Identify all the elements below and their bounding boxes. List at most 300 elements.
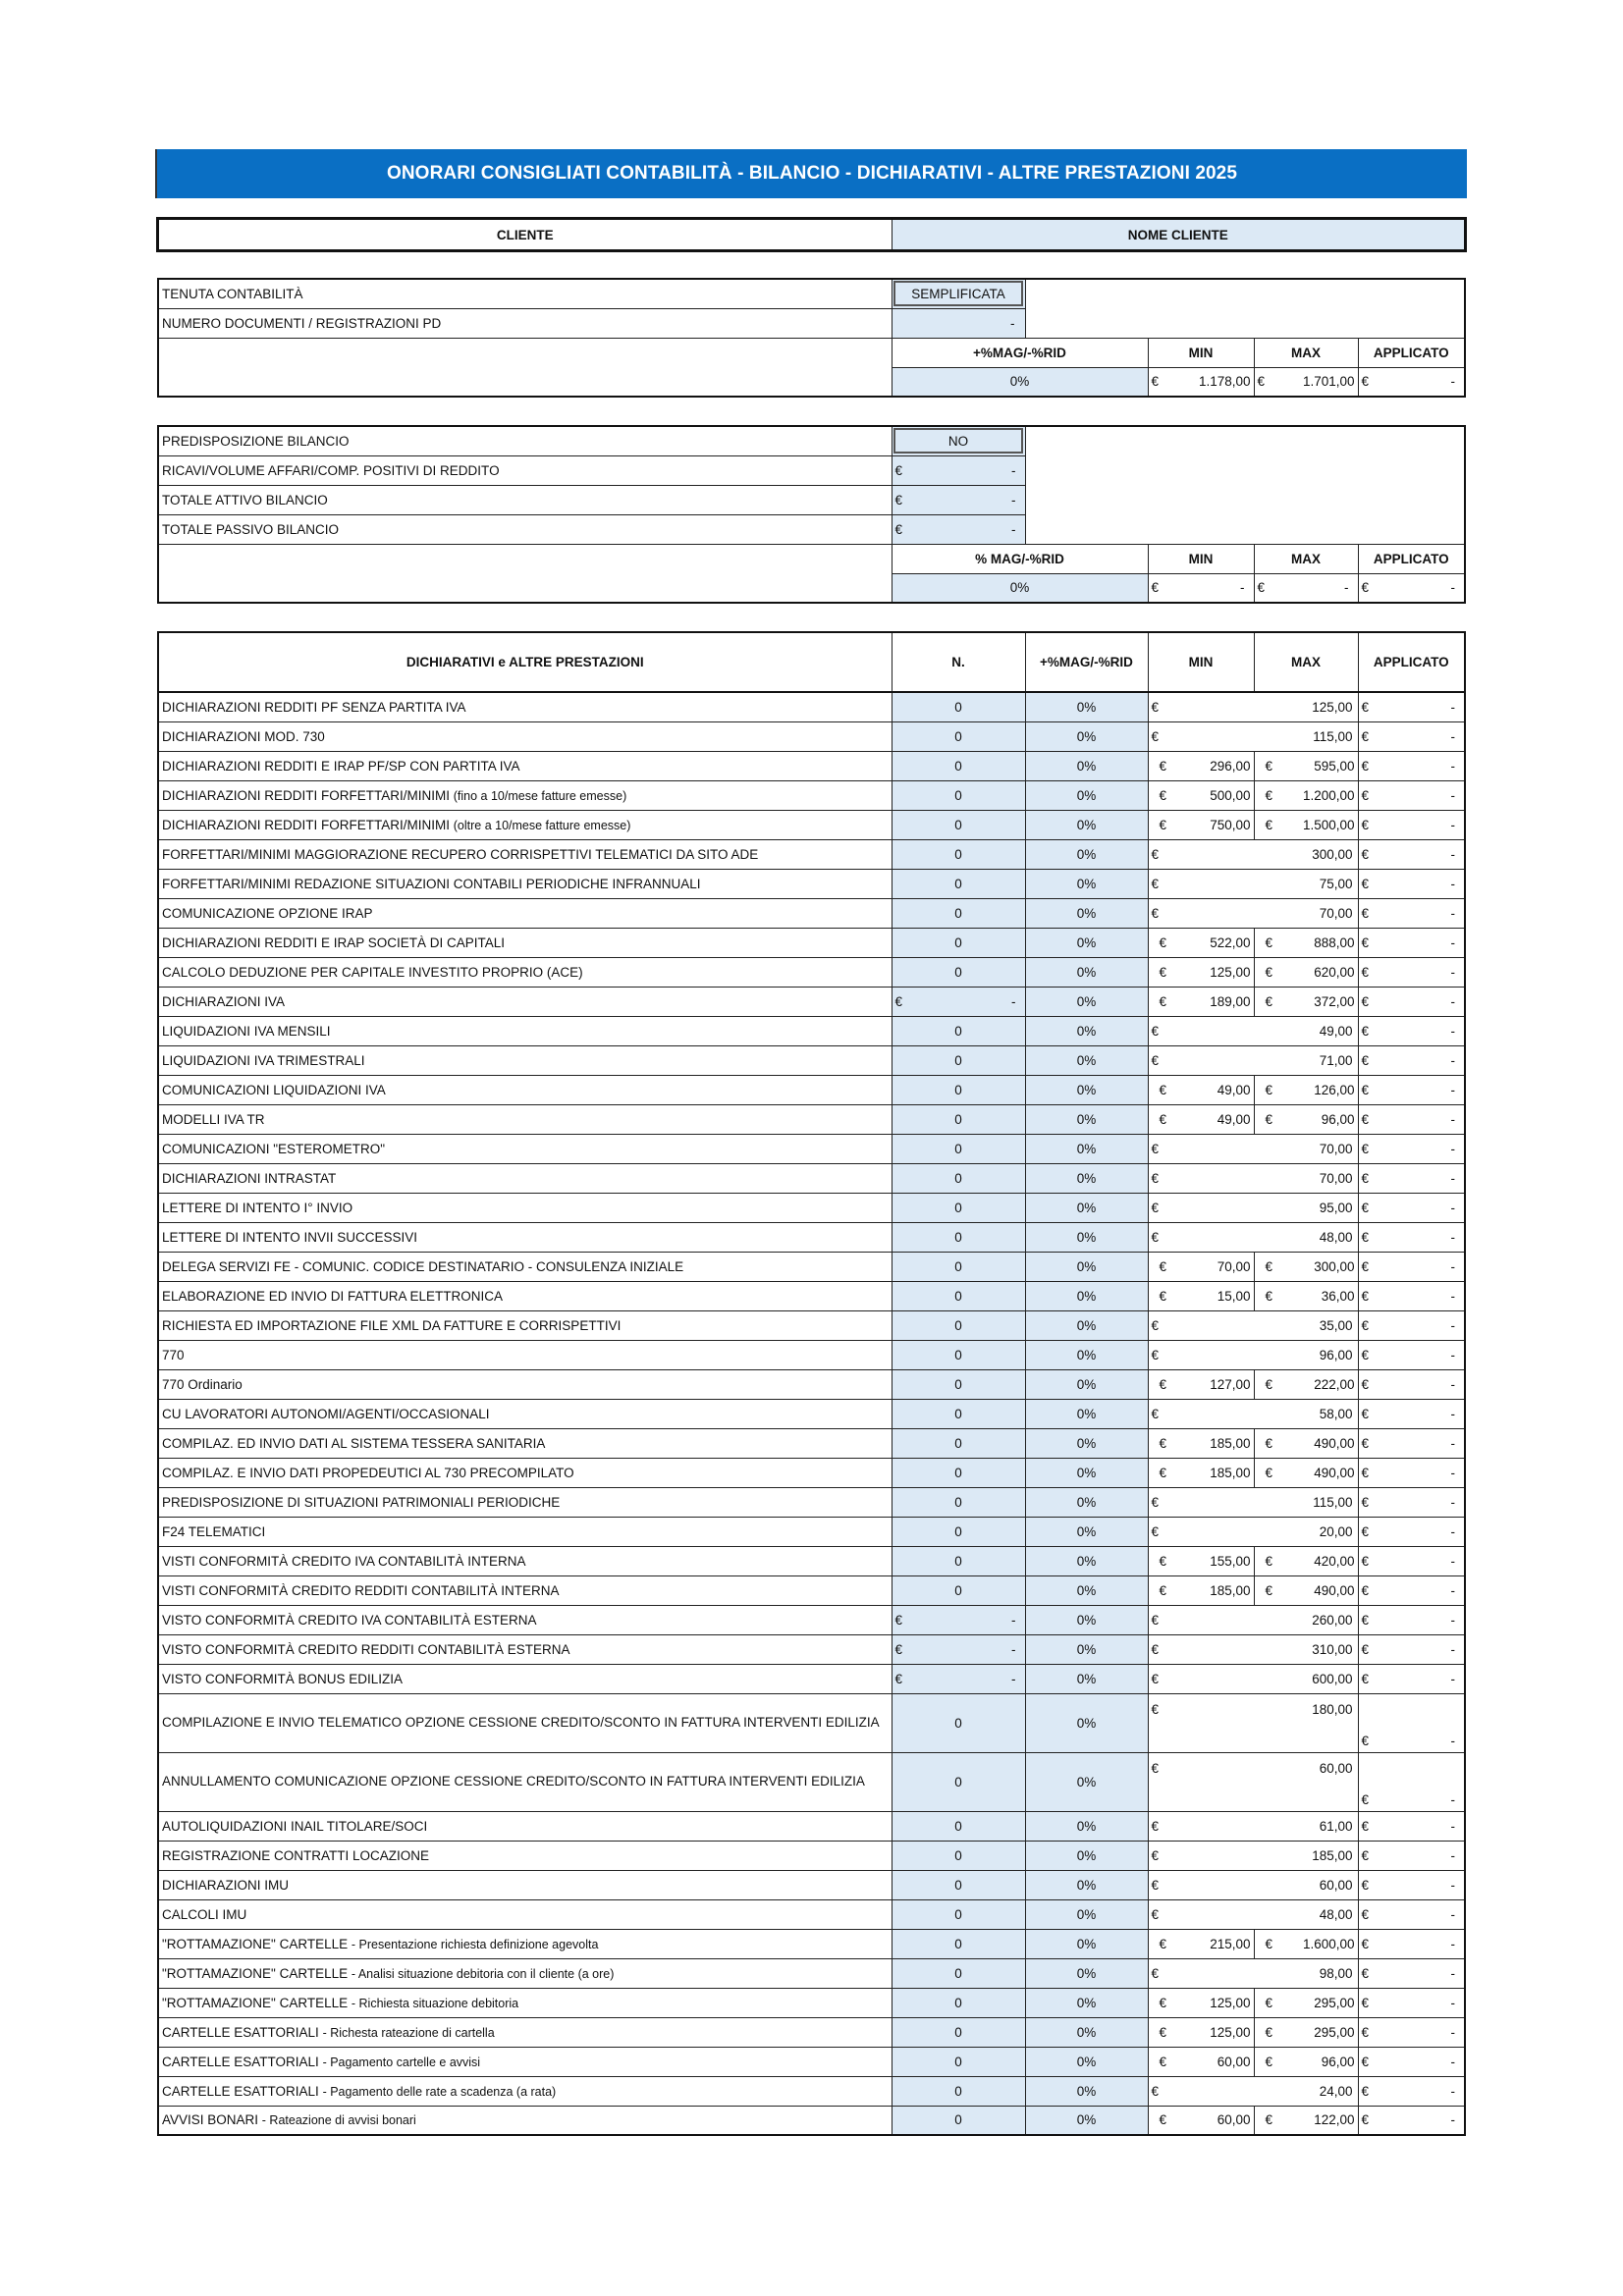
table-row (158, 1016, 1465, 1045)
service-adj-input[interactable]: 0% (1025, 1458, 1148, 1487)
service-name: VISTI CONFORMITÀ CREDITO IVA CONTABILITÀ INTERNA (162, 1553, 526, 1569)
service-quantity-input[interactable]: 0 (892, 1399, 1025, 1428)
service-adj-input[interactable]: 0% (1025, 1929, 1148, 1958)
service-applied: - (1450, 1229, 1455, 1245)
table-row (158, 1988, 1465, 2017)
service-max: 372,00 (1314, 993, 1355, 1009)
balance-adj-header: % MAG/-%RID (892, 544, 1148, 573)
service-fee-cell: € 115,00 (1148, 1487, 1358, 1517)
service-applied-cell: € - (1358, 1958, 1465, 1988)
service-adj-input[interactable]: 0% (1025, 1634, 1148, 1664)
service-adj-input[interactable]: 0% (1025, 1841, 1148, 1870)
accounting-applied-value: € - (1358, 367, 1465, 397)
accounting-max-header: MAX (1254, 338, 1358, 367)
service-max: 126,00 (1314, 1082, 1355, 1097)
service-fee: 35,00 (1319, 1317, 1353, 1333)
service-adj-input[interactable]: 0% (1025, 1958, 1148, 1988)
service-fee-cell: € 95,00 (1148, 1193, 1358, 1222)
service-applied: - (1450, 1906, 1455, 1922)
table-row (158, 1281, 1465, 1310)
service-quantity-input[interactable]: 0 (892, 751, 1025, 780)
service-name-cell (158, 1163, 892, 1193)
service-adj-input[interactable]: 0% (1025, 692, 1148, 721)
service-quantity-input[interactable]: 0 (892, 1693, 1025, 1752)
table-row (158, 1811, 1465, 1841)
accounting-type-select[interactable]: SEMPLIFICATA (892, 279, 1025, 308)
service-name: DICHIARAZIONI MOD. 730 (162, 728, 325, 744)
service-name-cell (158, 1045, 892, 1075)
service-adj-input[interactable]: 0% (1025, 780, 1148, 810)
service-quantity-input[interactable]: 0 (892, 1310, 1025, 1340)
service-applied-cell: € - (1358, 1340, 1465, 1369)
service-min: 155,00 (1210, 1553, 1251, 1569)
service-adj-input[interactable]: 0% (1025, 1340, 1148, 1369)
service-min: 15,00 (1217, 1288, 1251, 1304)
service-adj-input[interactable]: 0% (1025, 957, 1148, 987)
service-name: COMUNICAZIONE OPZIONE IRAP (162, 905, 373, 921)
service-max: 490,00 (1314, 1465, 1355, 1480)
service-fee: 185,00 (1312, 1847, 1353, 1863)
service-quantity-input[interactable]: 0 (892, 810, 1025, 839)
service-name: ANNULLAMENTO COMUNICAZIONE OPZIONE CESSIONE CREDITO/SCONTO IN FATTURA INTERVENTI EDILIZIA (162, 1774, 865, 1789)
service-fee: 20,00 (1319, 1523, 1353, 1539)
service-quantity-input[interactable]: 0 (892, 2076, 1025, 2106)
service-min: 125,00 (1210, 2024, 1251, 2040)
service-applied-cell: € - (1358, 1929, 1465, 1958)
service-quantity-input[interactable]: 0 (892, 1134, 1025, 1163)
table-row (158, 2017, 1465, 2047)
service-min-cell: € 125,00 (1148, 2017, 1254, 2047)
service-quantity-input[interactable]: 0 (892, 1458, 1025, 1487)
balance-max-header: MAX (1254, 544, 1358, 573)
service-adj-input[interactable]: 0% (1025, 2047, 1148, 2076)
service-fee: 70,00 (1319, 1141, 1353, 1156)
service-adj-input[interactable]: 0% (1025, 1399, 1148, 1428)
service-name: MODELLI IVA TR (162, 1111, 265, 1127)
service-applied-cell: € - (1358, 1369, 1465, 1399)
service-name: CARTELLE ESATTORIALI (162, 2024, 319, 2040)
service-max-cell: € 420,00 (1254, 1546, 1358, 1575)
service-applied-cell: € - (1358, 1134, 1465, 1163)
service-min: 70,00 (1217, 1258, 1251, 1274)
service-applied-cell: € - (1358, 1841, 1465, 1870)
service-quantity-input[interactable]: 0 (892, 1575, 1025, 1605)
service-adj-input[interactable]: 0% (1025, 2017, 1148, 2047)
table-row (158, 1575, 1465, 1605)
table-row (158, 810, 1465, 839)
service-adj-input[interactable]: 0% (1025, 810, 1148, 839)
service-adj-input[interactable]: 0% (1025, 1664, 1148, 1693)
service-quantity-input[interactable]: 0 (892, 869, 1025, 898)
service-quantity-input[interactable]: 0 (892, 692, 1025, 721)
service-adj-input[interactable]: 0% (1025, 1016, 1148, 1045)
balance-prep-label: PREDISPOSIZIONE BILANCIO (158, 426, 892, 455)
service-applied: - (1450, 787, 1455, 803)
service-quantity-input[interactable]: 0 (892, 1841, 1025, 1870)
balance-adj-input[interactable]: 0% (892, 573, 1148, 603)
service-applied-cell: € - (1358, 1664, 1465, 1693)
service-applied-cell: € - (1358, 1075, 1465, 1104)
service-adj-input[interactable]: 0% (1025, 1193, 1148, 1222)
service-fee: 24,00 (1319, 2083, 1353, 2099)
service-quantity-input[interactable]: 0 (892, 1193, 1025, 1222)
service-max-cell: € 1.200,00 (1254, 780, 1358, 810)
service-name: COMPILAZIONE E INVIO TELEMATICO OPZIONE CESSIONE CREDITO/SCONTO IN FATTURA INTERVENTI EDILIZIA (162, 1715, 880, 1730)
service-min-cell: € 60,00 (1148, 2106, 1254, 2135)
service-adj-input[interactable]: 0% (1025, 1988, 1148, 2017)
service-quantity-input[interactable]: 0 (892, 1517, 1025, 1546)
service-fee-cell: € 98,00 (1148, 1958, 1358, 1988)
service-applied: - (1450, 817, 1455, 832)
service-applied-cell: € - (1358, 1546, 1465, 1575)
service-fee: 115,00 (1313, 1494, 1353, 1510)
service-name-cell (158, 1458, 892, 1487)
service-quantity-input[interactable]: 0 (892, 1811, 1025, 1841)
service-applied: - (1450, 1733, 1455, 1748)
service-applied: - (1450, 1111, 1455, 1127)
service-min-cell: € 49,00 (1148, 1104, 1254, 1134)
service-quantity-input[interactable]: 0 (892, 1281, 1025, 1310)
service-applied-cell: € - (1358, 751, 1465, 780)
service-quantity-input[interactable]: 0 (892, 957, 1025, 987)
service-fee: 48,00 (1319, 1906, 1353, 1922)
service-quantity-input[interactable]: 0 (892, 2017, 1025, 2047)
service-fee-cell: € 300,00 (1148, 839, 1358, 869)
revenue-input[interactable]: € - (892, 455, 1025, 485)
service-quantity-input[interactable]: 0 (892, 1045, 1025, 1075)
accounting-type-label: TENUTA CONTABILITÀ (158, 279, 892, 308)
service-fee: 98,00 (1319, 1965, 1353, 1981)
service-max-cell: € 490,00 (1254, 1575, 1358, 1605)
service-applied: - (1450, 846, 1455, 862)
table-row (158, 987, 1465, 1016)
service-adj-input[interactable]: 0% (1025, 1281, 1148, 1310)
service-adj-input[interactable]: 0% (1025, 1546, 1148, 1575)
service-name-cell (158, 1546, 892, 1575)
service-applied: - (1450, 2112, 1455, 2128)
service-name-cell (158, 1193, 892, 1222)
accounting-table (157, 278, 1466, 398)
service-max-cell: € 295,00 (1254, 2017, 1358, 2047)
service-name: "ROTTAMAZIONE" CARTELLE (162, 1995, 349, 2010)
service-applied: - (1450, 758, 1455, 774)
service-max: 420,00 (1314, 1553, 1355, 1569)
service-fee: 71,00 (1319, 1052, 1353, 1068)
service-min: 215,00 (1210, 1936, 1251, 1951)
service-fee-cell: € 49,00 (1148, 1016, 1358, 1045)
service-adj-input[interactable]: 0% (1025, 1517, 1148, 1546)
service-quantity-input[interactable]: 0 (892, 928, 1025, 957)
service-quantity-input[interactable]: 0 (892, 839, 1025, 869)
table-row (158, 1517, 1465, 1546)
client-table (157, 218, 1466, 251)
service-name-cell (158, 780, 892, 810)
service-quantity-input[interactable]: 0 (892, 2106, 1025, 2135)
service-min: 185,00 (1210, 1465, 1251, 1480)
service-name: DELEGA SERVIZI FE - COMUNIC. CODICE DESTINATARIO - CONSULENZA INIZIALE (162, 1258, 684, 1274)
service-applied: - (1450, 1170, 1455, 1186)
service-applied: - (1450, 1791, 1455, 1807)
documents-count-label: NUMERO DOCUMENTI / REGISTRAZIONI PD (158, 308, 892, 338)
service-name-cell (158, 1517, 892, 1546)
documents-count-input[interactable]: - (892, 308, 1025, 338)
service-adj-input[interactable]: 0% (1025, 1428, 1148, 1458)
balance-applied-header: APPLICATO (1358, 544, 1465, 573)
services-table (157, 631, 1466, 2136)
service-adj-input[interactable]: 0% (1025, 839, 1148, 869)
table-row (158, 2076, 1465, 2106)
service-note: - Pagamento delle rate a scadenza (a rata) (322, 2084, 557, 2099)
service-adj-input[interactable]: 0% (1025, 2106, 1148, 2135)
service-min: 185,00 (1210, 1435, 1251, 1451)
service-name-cell (158, 1988, 892, 2017)
service-min-cell: € 185,00 (1148, 1458, 1254, 1487)
service-quantity-input[interactable]: 0 (892, 1752, 1025, 1811)
service-applied-cell: € - (1358, 721, 1465, 751)
service-quantity-input[interactable]: 0 (892, 780, 1025, 810)
service-name-cell (158, 1811, 892, 1841)
service-max-cell: € 96,00 (1254, 1104, 1358, 1134)
service-applied: - (1450, 699, 1455, 715)
service-adj-input[interactable]: 0% (1025, 1134, 1148, 1163)
service-max: 96,00 (1321, 2054, 1355, 2069)
service-name: FORFETTARI/MINIMI MAGGIORAZIONE RECUPERO CORRISPETTIVI TELEMATICI DA SITO ADE (162, 846, 759, 862)
service-applied: - (1450, 1553, 1455, 1569)
service-quantity-input[interactable]: 0 (892, 2047, 1025, 2076)
service-applied: - (1450, 1877, 1455, 1893)
service-fee-cell: € 125,00 (1148, 692, 1358, 721)
balance-prep-select[interactable]: NO (892, 426, 1025, 455)
service-name-cell (158, 1340, 892, 1369)
service-applied-cell: € - (1358, 1487, 1465, 1517)
service-adj-input[interactable]: 0% (1025, 987, 1148, 1016)
table-row (158, 1134, 1465, 1163)
balance-max-value: € - (1254, 573, 1358, 603)
service-applied-cell: € - (1358, 1281, 1465, 1310)
service-quantity-input[interactable]: 0 (892, 1958, 1025, 1988)
service-applied: - (1450, 1141, 1455, 1156)
service-adj-input[interactable]: 0% (1025, 1045, 1148, 1075)
service-name-cell (158, 898, 892, 928)
service-quantity-input[interactable]: 0 (892, 898, 1025, 928)
service-max: 222,00 (1314, 1376, 1355, 1392)
table-row (158, 1075, 1465, 1104)
balance-min-header: MIN (1148, 544, 1254, 573)
service-adj-input[interactable]: 0% (1025, 2076, 1148, 2106)
service-name: VISTI CONFORMITÀ CREDITO REDDITI CONTABILITÀ INTERNA (162, 1582, 560, 1598)
service-adj-input[interactable]: 0% (1025, 721, 1148, 751)
service-adj-input[interactable]: 0% (1025, 898, 1148, 928)
service-min-cell: € 155,00 (1148, 1546, 1254, 1575)
service-quantity-input[interactable]: 0 (892, 1929, 1025, 1958)
service-adj-input[interactable]: 0% (1025, 1605, 1148, 1634)
service-quantity-input[interactable]: 0 (892, 1252, 1025, 1281)
service-quantity-input[interactable]: 0 (892, 1075, 1025, 1104)
table-row (158, 1369, 1465, 1399)
service-quantity-input[interactable]: 0 (892, 1016, 1025, 1045)
service-applied-cell: € - (1358, 1517, 1465, 1546)
service-name-cell (158, 751, 892, 780)
service-max: 490,00 (1314, 1435, 1355, 1451)
table-row (158, 780, 1465, 810)
service-max: 300,00 (1314, 1258, 1355, 1274)
service-name: LETTERE DI INTENTO I° INVIO (162, 1200, 353, 1215)
accounting-applied-header: APPLICATO (1358, 338, 1465, 367)
service-adj-input[interactable]: 0% (1025, 1899, 1148, 1929)
service-quantity-input[interactable]: 0 (892, 1340, 1025, 1369)
service-adj-input[interactable]: 0% (1025, 1811, 1148, 1841)
service-name: FORFETTARI/MINIMI REDAZIONE SITUAZIONI CONTABILI PERIODICHE INFRANNUALI (162, 876, 701, 891)
service-min: 125,00 (1210, 964, 1251, 980)
service-name-cell (158, 1252, 892, 1281)
balance-table (157, 425, 1466, 604)
service-name: LIQUIDAZIONI IVA TRIMESTRALI (162, 1052, 365, 1068)
service-max-cell: € 122,00 (1254, 2106, 1358, 2135)
service-min: 750,00 (1210, 817, 1251, 832)
service-name-cell (158, 928, 892, 957)
service-name: COMPILAZ. ED INVIO DATI AL SISTEMA TESSERA SANITARIA (162, 1435, 546, 1451)
service-max-cell: € 36,00 (1254, 1281, 1358, 1310)
service-name: COMUNICAZIONI "ESTEROMETRO" (162, 1141, 386, 1156)
service-name: AUTOLIQUIDAZIONI INAIL TITOLARE/SOCI (162, 1818, 428, 1834)
service-quantity-input[interactable]: 0 (892, 1104, 1025, 1134)
service-adj-input[interactable]: 0% (1025, 1752, 1148, 1811)
table-row (158, 1546, 1465, 1575)
service-name: RICHIESTA ED IMPORTAZIONE FILE XML DA FATTURE E CORRISPETTIVI (162, 1317, 622, 1333)
service-applied-cell: € - (1358, 2106, 1465, 2135)
service-quantity-input[interactable]: 0 (892, 1369, 1025, 1399)
service-adj-input[interactable]: 0% (1025, 1252, 1148, 1281)
service-fee-cell: € 71,00 (1148, 1045, 1358, 1075)
service-max: 122,00 (1314, 2112, 1355, 2128)
service-applied-cell: € - (1358, 1752, 1465, 1811)
service-name-cell (158, 1222, 892, 1252)
services-name-header: DICHIARATIVI e ALTRE PRESTAZIONI (158, 632, 892, 692)
service-name-cell (158, 2017, 892, 2047)
service-quantity-input[interactable]: 0 (892, 1222, 1025, 1252)
service-max-cell: € 1.500,00 (1254, 810, 1358, 839)
service-fee-cell: € 20,00 (1148, 1517, 1358, 1546)
service-quantity-input[interactable]: € - (892, 1634, 1025, 1664)
service-min-cell: € 189,00 (1148, 987, 1254, 1016)
service-adj-input[interactable]: 0% (1025, 1075, 1148, 1104)
client-name-field[interactable]: NOME CLIENTE (892, 219, 1465, 250)
service-quantity-input[interactable]: € - (892, 1605, 1025, 1634)
service-min: 522,00 (1210, 934, 1251, 950)
table-row (158, 1222, 1465, 1252)
service-adj-input[interactable]: 0% (1025, 1310, 1148, 1340)
service-fee: 260,00 (1312, 1612, 1353, 1628)
service-applied-cell: € - (1358, 1104, 1465, 1134)
service-applied: - (1450, 1317, 1455, 1333)
service-note: (fino a 10/mese fatture emesse) (453, 788, 627, 803)
service-quantity-input[interactable]: 0 (892, 1428, 1025, 1458)
service-min-cell: € 215,00 (1148, 1929, 1254, 1958)
service-max-cell: € 595,00 (1254, 751, 1358, 780)
table-row (158, 1929, 1465, 1958)
service-adj-input[interactable]: 0% (1025, 1222, 1148, 1252)
services-adj-header: +%MAG/-%RID (1025, 632, 1148, 692)
service-name-cell (158, 1605, 892, 1634)
service-applied: - (1450, 1023, 1455, 1039)
service-fee: 60,00 (1319, 1760, 1353, 1776)
service-quantity-input[interactable]: 0 (892, 1988, 1025, 2017)
service-adj-input[interactable]: 0% (1025, 1693, 1148, 1752)
service-quantity-input[interactable]: 0 (892, 721, 1025, 751)
table-row (158, 1634, 1465, 1664)
service-fee-cell: € 75,00 (1148, 869, 1358, 898)
service-min-cell: € 60,00 (1148, 2047, 1254, 2076)
service-adj-input[interactable]: 0% (1025, 869, 1148, 898)
service-applied: - (1450, 1671, 1455, 1686)
total-assets-input[interactable]: € - (892, 485, 1025, 514)
table-row (158, 869, 1465, 898)
service-name: 770 (162, 1347, 185, 1362)
service-applied-cell: € - (1358, 692, 1465, 721)
service-note: - Presentazione richiesta definizione agevolta (351, 1937, 599, 1951)
service-adj-input[interactable]: 0% (1025, 1575, 1148, 1605)
service-max-cell: € 300,00 (1254, 1252, 1358, 1281)
service-name-cell (158, 1134, 892, 1163)
service-quantity-input[interactable]: € - (892, 987, 1025, 1016)
service-quantity-input[interactable]: 0 (892, 1163, 1025, 1193)
service-adj-input[interactable]: 0% (1025, 1163, 1148, 1193)
service-fee: 600,00 (1312, 1671, 1353, 1686)
service-adj-input[interactable]: 0% (1025, 928, 1148, 957)
service-min-cell: € 125,00 (1148, 957, 1254, 987)
service-name: VISTO CONFORMITÀ CREDITO REDDITI CONTABILITÀ ESTERNA (162, 1641, 570, 1657)
total-liabilities-label: TOTALE PASSIVO BILANCIO (158, 514, 892, 544)
service-name: DICHIARAZIONI IMU (162, 1877, 290, 1893)
service-applied-cell: € - (1358, 780, 1465, 810)
service-quantity-input[interactable]: 0 (892, 1899, 1025, 1929)
service-adj-input[interactable]: 0% (1025, 1104, 1148, 1134)
service-name-cell (158, 1016, 892, 1045)
service-name-cell (158, 1664, 892, 1693)
table-row (158, 2106, 1465, 2135)
table-row (158, 1340, 1465, 1369)
service-applied: - (1450, 876, 1455, 891)
service-adj-input[interactable]: 0% (1025, 1369, 1148, 1399)
service-applied-cell: € - (1358, 957, 1465, 987)
service-adj-input[interactable]: 0% (1025, 751, 1148, 780)
service-min: 500,00 (1210, 787, 1251, 803)
service-min: 185,00 (1210, 1582, 1251, 1598)
service-quantity-input[interactable]: 0 (892, 1870, 1025, 1899)
service-fee-cell: € 48,00 (1148, 1222, 1358, 1252)
accounting-adj-input[interactable]: 0% (892, 367, 1148, 397)
service-name: CALCOLI IMU (162, 1906, 247, 1922)
service-name: F24 TELEMATICI (162, 1523, 266, 1539)
service-quantity-input[interactable]: 0 (892, 1487, 1025, 1517)
service-adj-input[interactable]: 0% (1025, 1487, 1148, 1517)
service-applied: - (1450, 1406, 1455, 1421)
service-applied-cell: € - (1358, 1310, 1465, 1340)
total-liabilities-input[interactable]: € - (892, 514, 1025, 544)
service-applied-cell: € - (1358, 1634, 1465, 1664)
service-adj-input[interactable]: 0% (1025, 1870, 1148, 1899)
service-quantity-input[interactable]: 0 (892, 1546, 1025, 1575)
accounting-min-value: € 1.178,00 (1148, 367, 1254, 397)
service-name-cell (158, 957, 892, 987)
service-max-cell: € 490,00 (1254, 1428, 1358, 1458)
service-quantity-input[interactable]: € - (892, 1664, 1025, 1693)
service-min-cell: € 15,00 (1148, 1281, 1254, 1310)
service-fee: 49,00 (1319, 1023, 1353, 1039)
service-name-cell (158, 1428, 892, 1458)
service-min: 49,00 (1217, 1082, 1251, 1097)
service-fee: 115,00 (1313, 728, 1353, 744)
